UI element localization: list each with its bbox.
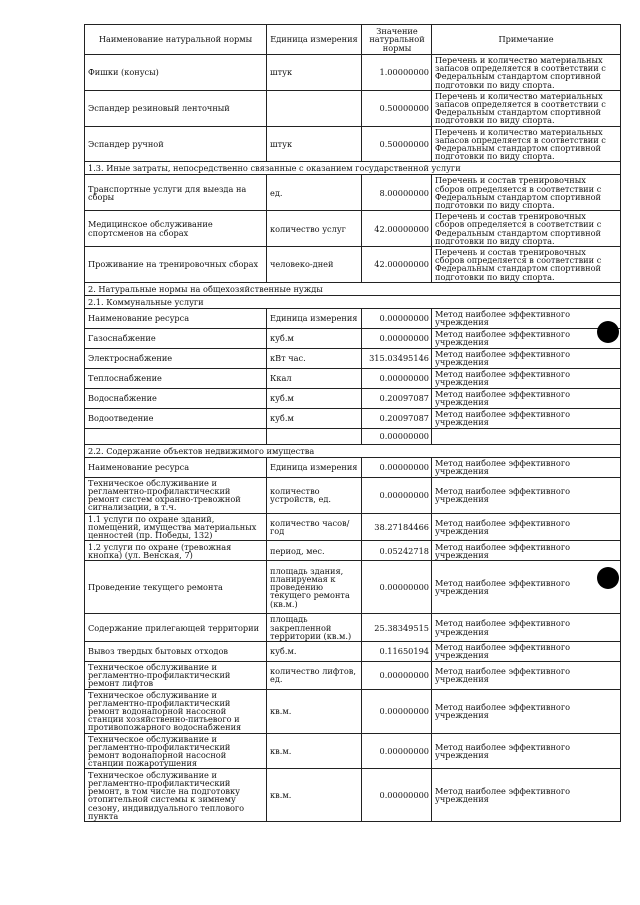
table-row <box>85 55 621 91</box>
table-row <box>85 561 621 614</box>
cell-unit: штук <box>267 55 362 91</box>
cell-note: Метод наиболее эффективного учреждения <box>432 328 621 348</box>
cell-value: 0.50000000 <box>362 90 432 126</box>
cell-unit: кв.м. <box>267 733 362 769</box>
cell-note: Перечень и количество материальных запасов определяется в соответствии с Федеральным стандартом спортивной подготовки по виду спорта. <box>432 126 621 162</box>
cell-name: Наименование ресурса <box>85 457 267 477</box>
cell-name: Водоотведение <box>85 408 267 428</box>
cell-value: 0.00000000 <box>362 733 432 769</box>
cell-value: 0.00000000 <box>362 769 432 822</box>
cell-unit: куб.м <box>267 328 362 348</box>
cell-unit: штук <box>267 126 362 162</box>
table-row <box>85 661 621 689</box>
table-row <box>85 477 621 513</box>
section-2-title: 2. Натуральные нормы на общехозяйственные нужды <box>85 282 621 295</box>
cell-unit: количество устройств, ед. <box>267 477 362 513</box>
cell-name: Техническое обслуживание и регламентно-профилактический ремонт водонапорной насосной станции хозяйственно-питьевого и противопожарного водоснабжения <box>85 689 267 733</box>
cell-value: 8.00000000 <box>362 175 432 211</box>
cell-value: 42.00000000 <box>362 211 432 247</box>
cell-unit: количество услуг <box>267 211 362 247</box>
norms-table <box>84 24 621 822</box>
cell-value: 0.00000000 <box>362 561 432 614</box>
cell-note: Метод наиболее эффективного учреждения <box>432 689 621 733</box>
cell-name: 1.2 услуги по охране (тревожная кнопка) (ул. Венская, 7) <box>85 541 267 561</box>
cell-name: 1.1 услуги по охране зданий, помещений, имущества материальных ценностей (пр. Победы, 132) <box>85 513 267 541</box>
cell-unit: период, мес. <box>267 541 362 561</box>
table-row <box>85 408 621 428</box>
cell-name: Эспандер ручной <box>85 126 267 162</box>
cell-note: Метод наиболее эффективного учреждения <box>432 457 621 477</box>
punch-hole-bottom <box>597 567 619 589</box>
cell-name: Вывоз твердых бытовых отходов <box>85 641 267 661</box>
table-row <box>85 541 621 561</box>
cell-name: Техническое обслуживание и регламентно-профилактический ремонт, в том числе на подготовку отопительной системы к зимнему сезону, индивидуального теплового пункта <box>85 769 267 822</box>
cell-unit: количество лифтов, ед. <box>267 661 362 689</box>
table-header-row <box>85 25 621 55</box>
punch-hole-top <box>597 321 619 343</box>
cell-note: Перечень и состав тренировочных сборов определяется в соответствии с Федеральным стандартом спортивной подготовки по виду спорта. <box>432 211 621 247</box>
cell-value: 0.00000000 <box>362 661 432 689</box>
header-name: Наименование натуральной нормы <box>85 25 267 55</box>
cell-name: Проведение текущего ремонта <box>85 561 267 614</box>
cell-name: Медицинское обслуживание спортсменов на сборах <box>85 211 267 247</box>
table-row <box>85 769 621 822</box>
cell-name <box>85 428 267 444</box>
cell-value: 0.11650194 <box>362 641 432 661</box>
cell-unit <box>267 428 362 444</box>
cell-unit: кВт час. <box>267 348 362 368</box>
cell-note: Метод наиболее эффективного учреждения <box>432 348 621 368</box>
cell-name: Водоснабжение <box>85 388 267 408</box>
cell-note: Метод наиболее эффективного учреждения <box>432 408 621 428</box>
cell-value: 0.50000000 <box>362 126 432 162</box>
cell-value: 0.00000000 <box>362 328 432 348</box>
cell-value: 38.27184466 <box>362 513 432 541</box>
cell-value: 0.00000000 <box>362 689 432 733</box>
cell-unit: человеко-дней <box>267 247 362 283</box>
cell-unit: ед. <box>267 175 362 211</box>
cell-note: Метод наиболее эффективного учреждения <box>432 513 621 541</box>
table-row <box>85 175 621 211</box>
cell-unit: площадь закрепленной территории (кв.м.) <box>267 614 362 642</box>
cell-unit: площадь здания, планируемая к проведению текущего ремонта (кв.м.) <box>267 561 362 614</box>
cell-note: Метод наиболее эффективного учреждения <box>432 661 621 689</box>
cell-note: Метод наиболее эффективного учреждения <box>432 308 621 328</box>
cell-unit: Ккал <box>267 368 362 388</box>
table-row <box>85 388 621 408</box>
table-row <box>85 126 621 162</box>
cell-value: 0.05242718 <box>362 541 432 561</box>
table-row <box>85 247 621 283</box>
table-row <box>85 328 621 348</box>
cell-note: Метод наиболее эффективного учреждения <box>432 368 621 388</box>
cell-note: Метод наиболее эффективного учреждения <box>432 641 621 661</box>
cell-unit: Единица измерения <box>267 308 362 328</box>
cell-note: Метод наиболее эффективного учреждения <box>432 477 621 513</box>
cell-name: Наименование ресурса <box>85 308 267 328</box>
cell-value: 0.00000000 <box>362 457 432 477</box>
section-row <box>85 282 621 295</box>
cell-name: Техническое обслуживание и регламентно-профилактический ремонт водонапорной насосной станции пожаротушения <box>85 733 267 769</box>
cell-value: 0.20097087 <box>362 388 432 408</box>
header-note: Примечание <box>432 25 621 55</box>
table-row <box>85 457 621 477</box>
cell-note: Метод наиболее эффективного учреждения <box>432 769 621 822</box>
cell-note: Перечень и количество материальных запасов определяется в соответствии с Федеральным стандартом спортивной подготовки по виду спорта. <box>432 90 621 126</box>
cell-value: 25.38349515 <box>362 614 432 642</box>
cell-name: Техническое обслуживание и регламентно-профилактический ремонт лифтов <box>85 661 267 689</box>
section-row <box>85 162 621 175</box>
cell-note: Метод наиболее эффективного учреждения <box>432 388 621 408</box>
table-row <box>85 689 621 733</box>
cell-name: Проживание на тренировочных сборах <box>85 247 267 283</box>
cell-unit: куб.м <box>267 408 362 428</box>
cell-value: 1.00000000 <box>362 55 432 91</box>
header-unit: Единица измерения <box>267 25 362 55</box>
cell-name: Содержание прилегающей территории <box>85 614 267 642</box>
cell-unit <box>267 90 362 126</box>
cell-unit: куб.м. <box>267 641 362 661</box>
section-1-3-title: 1.3. Иные затраты, непосредственно связанные с оказанием государственной услуги <box>85 162 621 175</box>
cell-value: 0.20097087 <box>362 408 432 428</box>
table-row <box>85 348 621 368</box>
cell-unit: количество часов/год <box>267 513 362 541</box>
cell-value: 0.00000000 <box>362 308 432 328</box>
cell-note: Метод наиболее эффективного учреждения <box>432 561 621 614</box>
cell-name: Газоснабжение <box>85 328 267 348</box>
cell-value: 42.00000000 <box>362 247 432 283</box>
section-row <box>85 444 621 457</box>
cell-note: Метод наиболее эффективного учреждения <box>432 541 621 561</box>
cell-note <box>432 428 621 444</box>
section-row <box>85 295 621 308</box>
table-row <box>85 368 621 388</box>
table-row <box>85 614 621 642</box>
cell-note: Перечень и состав тренировочных сборов определяется в соответствии с Федеральным стандартом спортивной подготовки по виду спорта. <box>432 247 621 283</box>
cell-unit: кв.м. <box>267 689 362 733</box>
cell-unit: куб.м <box>267 388 362 408</box>
cell-value: 0.00000000 <box>362 428 432 444</box>
cell-name: Эспандер резиновый ленточный <box>85 90 267 126</box>
cell-value: 0.00000000 <box>362 477 432 513</box>
cell-name: Фишки (конусы) <box>85 55 267 91</box>
header-value: Значение натуральной нормы <box>362 25 432 55</box>
section-2-1-title: 2.1. Коммунальные услуги <box>85 295 621 308</box>
cell-note: Метод наиболее эффективного учреждения <box>432 614 621 642</box>
table-row <box>85 513 621 541</box>
cell-name: Техническое обслуживание и регламентно-профилактический ремонт систем охранно-тревожной сигнализации, в т.ч. <box>85 477 267 513</box>
cell-value: 0.00000000 <box>362 368 432 388</box>
table-row <box>85 641 621 661</box>
table-row <box>85 733 621 769</box>
table-row <box>85 308 621 328</box>
cell-unit: кв.м. <box>267 769 362 822</box>
cell-name: Электроснабжение <box>85 348 267 368</box>
table-row <box>85 90 621 126</box>
cell-note: Перечень и состав тренировочных сборов определяется в соответствии с Федеральным стандартом спортивной подготовки по виду спорта. <box>432 175 621 211</box>
table-row <box>85 428 621 444</box>
cell-unit: Единица измерения <box>267 457 362 477</box>
table-row <box>85 211 621 247</box>
cell-name: Транспортные услуги для выезда на сборы <box>85 175 267 211</box>
cell-value: 315.03495146 <box>362 348 432 368</box>
cell-name: Теплоснабжение <box>85 368 267 388</box>
cell-note: Перечень и количество материальных запасов определяется в соответствии с Федеральным стандартом спортивной подготовки по виду спорта. <box>432 55 621 91</box>
cell-note: Метод наиболее эффективного учреждения <box>432 733 621 769</box>
section-2-2-title: 2.2. Содержание объектов недвижимого имущества <box>85 444 621 457</box>
